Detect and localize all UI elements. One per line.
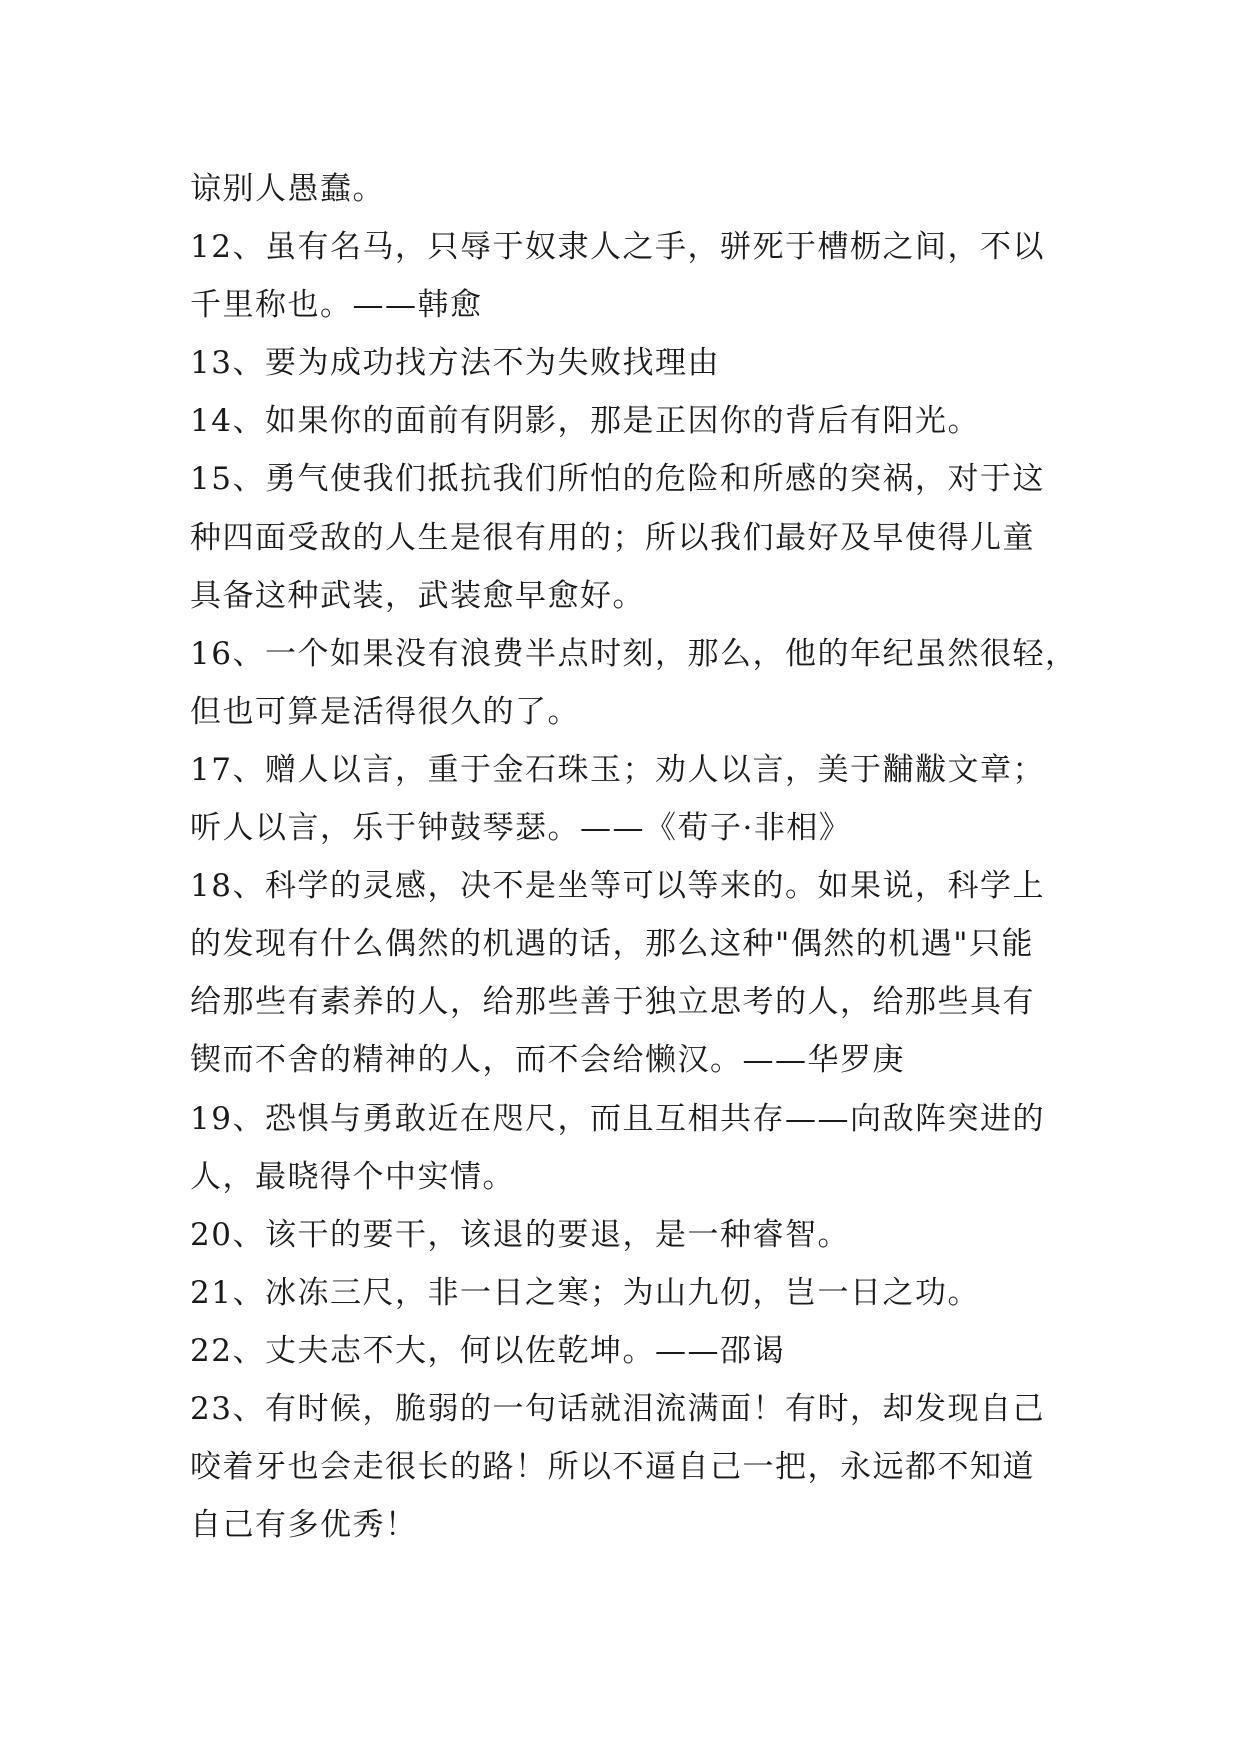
text-line: 的发现有什么偶然的机遇的话，那么这种"偶然的机遇"只能	[190, 926, 1035, 963]
text-line: 13、要为成功找方法不为失败找理由	[190, 345, 720, 382]
text-line: 人，最晓得个中实情。	[190, 1158, 515, 1195]
text-line: 23、有时候，脆弱的一句话就泪流满面！有时，却发现自己	[190, 1390, 1045, 1427]
text-line: 但也可算是活得很久的了。	[190, 693, 580, 730]
text-line: 咬着牙也会走很长的路！所以不逼自己一把，永远都不知道	[190, 1449, 1035, 1486]
text-line: 20、该干的要干，该退的要退，是一种睿智。	[190, 1216, 850, 1253]
text-line: 21、冰冻三尺，非一日之寒；为山九仞，岂一日之功。	[190, 1274, 980, 1311]
text-line: 锲而不舍的精神的人，而不会给懒汉。——华罗庚	[190, 1042, 905, 1079]
text-line: 谅别人愚蠢。	[190, 171, 385, 207]
text-line: 18、科学的灵感，决不是坐等可以等来的。如果说，科学上	[190, 868, 1045, 905]
text-line: 种四面受敌的人生是很有用的；所以我们最好及早使得儿童	[190, 519, 1035, 556]
text-line: 12、虽有名马，只辱于奴隶人之手，骈死于槽枥之间，不以	[190, 229, 1045, 266]
text-line: 17、赠人以言，重于金石珠玉；劝人以言，美于黼黻文章；	[190, 751, 1045, 788]
document-body	[190, 160, 1078, 1554]
text-line: 自己有多优秀！	[190, 1507, 418, 1544]
text-line: 15、勇气使我们抵抗我们所怕的危险和所感的突祸，对于这	[190, 461, 1045, 498]
text-line: 给那些有素养的人，给那些善于独立思考的人，给那些具有	[190, 984, 1035, 1021]
text-line: 16、一个如果没有浪费半点时刻，那么，他的年纪虽然很轻，	[190, 635, 1078, 672]
text-line: 14、如果你的面前有阴影，那是正因你的背后有阳光。	[190, 403, 980, 440]
text-line: 千里称也。——韩愈	[190, 287, 483, 324]
text-line: 听人以言，乐于钟鼓琴瑟。——《荀子·非相》	[190, 810, 852, 847]
text-line: 19、恐惧与勇敢近在咫尺，而且互相共存——向敌阵突进的	[190, 1100, 1045, 1137]
text-line: 具备这种武装，武装愈早愈好。	[190, 577, 645, 614]
text-line: 22、丈夫志不大，何以佐乾坤。——邵谒	[190, 1332, 785, 1369]
